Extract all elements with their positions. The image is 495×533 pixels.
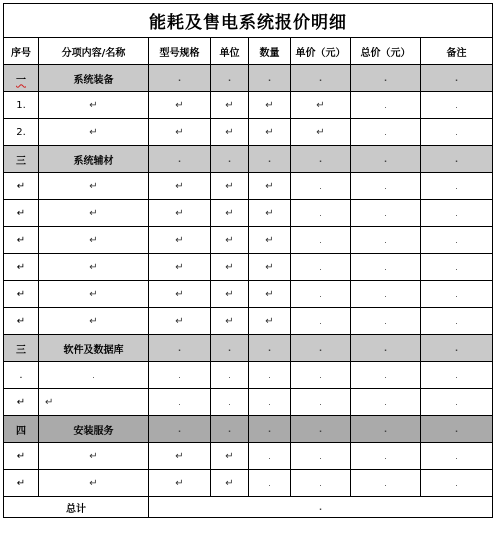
item-cell[interactable]: .	[291, 362, 351, 389]
item-index-cell[interactable]: ↵	[4, 254, 39, 281]
item-cell[interactable]: .	[211, 389, 249, 416]
section-empty-cell: .	[421, 65, 493, 92]
item-cell[interactable]: .	[291, 389, 351, 416]
header-unit: 单位	[211, 38, 249, 65]
item-cell[interactable]: ↵	[211, 308, 249, 335]
item-row	[4, 227, 493, 254]
section-empty-cell: .	[421, 335, 493, 362]
item-cell[interactable]: ↵	[249, 200, 291, 227]
item-cell[interactable]: .	[291, 200, 351, 227]
item-cell[interactable]: ↵	[211, 119, 249, 146]
item-cell[interactable]: .	[351, 119, 421, 146]
item-cell[interactable]: .	[351, 254, 421, 281]
item-row	[4, 119, 493, 146]
header-index: 序号	[4, 38, 39, 65]
item-index-cell[interactable]: ↵	[4, 308, 39, 335]
item-index-cell[interactable]: ↵	[4, 200, 39, 227]
item-cell[interactable]: .	[291, 470, 351, 497]
item-cell[interactable]: .	[421, 92, 493, 119]
item-index-cell[interactable]: ↵	[4, 443, 39, 470]
item-cell[interactable]: .	[421, 254, 493, 281]
section-row	[4, 146, 493, 173]
item-cell[interactable]: ↵	[149, 173, 211, 200]
item-row	[4, 173, 493, 200]
section-empty-cell: .	[249, 335, 291, 362]
item-index-cell[interactable]: ↵	[4, 470, 39, 497]
section-empty-cell: .	[351, 416, 421, 443]
section-empty-cell: .	[149, 416, 211, 443]
item-cell[interactable]: ↵	[39, 470, 149, 497]
item-index-cell[interactable]: ↵	[4, 389, 39, 416]
item-cell[interactable]: .	[351, 389, 421, 416]
section-empty-cell: .	[249, 146, 291, 173]
item-cell[interactable]: ↵	[149, 92, 211, 119]
item-row	[4, 470, 493, 497]
section-empty-cell: .	[351, 65, 421, 92]
item-cell[interactable]: ↵	[211, 200, 249, 227]
section-empty-cell: .	[291, 146, 351, 173]
item-cell[interactable]: ↵	[211, 92, 249, 119]
item-cell[interactable]: ↵	[249, 92, 291, 119]
section-empty-cell: .	[211, 416, 249, 443]
section-empty-cell: .	[211, 146, 249, 173]
quote-document	[3, 3, 492, 518]
section-name: 安装服务	[39, 416, 149, 443]
item-cell[interactable]: ↵	[249, 254, 291, 281]
section-index: 三	[4, 146, 39, 173]
item-cell[interactable]: ↵	[249, 119, 291, 146]
header-model-spec: 型号规格	[149, 38, 211, 65]
item-row	[4, 200, 493, 227]
item-index-cell[interactable]: ↵	[4, 227, 39, 254]
item-cell[interactable]: .	[421, 119, 493, 146]
item-cell[interactable]: .	[351, 173, 421, 200]
section-index: 一	[4, 65, 39, 92]
item-cell[interactable]: .	[421, 362, 493, 389]
item-cell[interactable]: ↵	[149, 308, 211, 335]
item-cell[interactable]: .	[249, 470, 291, 497]
item-cell[interactable]: ↵	[211, 227, 249, 254]
item-cell[interactable]: .	[291, 227, 351, 254]
item-index-cell[interactable]: ↵	[4, 281, 39, 308]
item-cell[interactable]: ↵	[39, 254, 149, 281]
item-index-cell[interactable]: ↵	[4, 173, 39, 200]
header-unit-price: 单价（元）	[291, 38, 351, 65]
item-cell[interactable]: ↵	[211, 443, 249, 470]
item-cell[interactable]: .	[249, 389, 291, 416]
item-cell[interactable]: .	[421, 470, 493, 497]
item-cell[interactable]: .	[351, 200, 421, 227]
item-cell[interactable]: ↵	[249, 281, 291, 308]
section-row	[4, 335, 493, 362]
section-empty-cell: .	[149, 335, 211, 362]
item-index-cell[interactable]: 2.	[4, 119, 39, 146]
item-cell[interactable]: ↵	[249, 308, 291, 335]
item-cell[interactable]: ↵	[249, 227, 291, 254]
item-cell[interactable]: .	[351, 308, 421, 335]
item-cell[interactable]: ↵	[149, 254, 211, 281]
item-cell[interactable]: ↵	[39, 281, 149, 308]
section-empty-cell: .	[149, 146, 211, 173]
item-row	[4, 308, 493, 335]
section-name: 系统装备	[39, 65, 149, 92]
item-cell[interactable]: .	[211, 362, 249, 389]
item-cell[interactable]: .	[149, 389, 211, 416]
item-cell[interactable]: ↵	[211, 254, 249, 281]
item-cell[interactable]: ↵	[149, 227, 211, 254]
section-empty-cell: .	[211, 335, 249, 362]
item-cell[interactable]: ↵	[249, 173, 291, 200]
section-row	[4, 416, 493, 443]
header-row	[4, 38, 493, 65]
item-cell[interactable]: ↵	[39, 173, 149, 200]
item-cell[interactable]: .	[291, 443, 351, 470]
item-row	[4, 92, 493, 119]
item-cell[interactable]: .	[351, 281, 421, 308]
item-cell[interactable]: .	[421, 200, 493, 227]
item-cell[interactable]: ↵	[291, 92, 351, 119]
section-empty-cell: .	[249, 65, 291, 92]
item-index-cell[interactable]: 1.	[4, 92, 39, 119]
item-cell[interactable]: .	[39, 362, 149, 389]
section-name: 系统辅材	[39, 146, 149, 173]
item-cell[interactable]: .	[291, 173, 351, 200]
section-empty-cell: .	[291, 335, 351, 362]
header-remarks: 备注	[421, 38, 493, 65]
section-name: 软件及数据库	[39, 335, 149, 362]
item-row	[4, 281, 493, 308]
item-cell[interactable]: .	[351, 443, 421, 470]
item-cell[interactable]: .	[351, 362, 421, 389]
item-cell[interactable]: ↵	[39, 308, 149, 335]
item-cell[interactable]: ↵	[211, 281, 249, 308]
section-empty-cell: .	[249, 416, 291, 443]
item-cell[interactable]: ↵	[39, 389, 149, 416]
item-cell[interactable]: .	[351, 470, 421, 497]
header-quantity: 数量	[249, 38, 291, 65]
item-cell[interactable]: ↵	[39, 119, 149, 146]
item-cell[interactable]: .	[249, 443, 291, 470]
total-value[interactable]: .	[149, 497, 493, 518]
item-cell[interactable]: .	[351, 92, 421, 119]
quote-table	[3, 3, 493, 518]
item-cell[interactable]: ↵	[149, 443, 211, 470]
section-empty-cell: .	[211, 65, 249, 92]
item-cell[interactable]: ↵	[211, 470, 249, 497]
item-cell[interactable]: ↵	[149, 281, 211, 308]
item-cell[interactable]: .	[421, 308, 493, 335]
section-empty-cell: .	[149, 65, 211, 92]
item-cell[interactable]: ↵	[39, 92, 149, 119]
item-cell[interactable]: .	[351, 227, 421, 254]
item-cell[interactable]: .	[421, 389, 493, 416]
item-cell[interactable]: .	[421, 173, 493, 200]
document-title: 能耗及售电系统报价明细	[4, 4, 493, 38]
section-empty-cell: .	[421, 416, 493, 443]
item-cell[interactable]: ↵	[291, 119, 351, 146]
item-cell[interactable]: .	[291, 254, 351, 281]
item-row	[4, 362, 493, 389]
item-cell[interactable]: ↵	[39, 227, 149, 254]
item-cell[interactable]: ↵	[149, 470, 211, 497]
item-cell[interactable]: .	[149, 362, 211, 389]
section-index: 四	[4, 416, 39, 443]
section-index: 三	[4, 335, 39, 362]
item-cell[interactable]: ↵	[149, 200, 211, 227]
item-cell[interactable]: .	[421, 281, 493, 308]
header-total-price: 总价（元）	[351, 38, 421, 65]
item-cell[interactable]: ↵	[149, 119, 211, 146]
item-cell[interactable]: .	[249, 362, 291, 389]
total-row	[4, 497, 493, 518]
section-empty-cell: .	[351, 146, 421, 173]
header-item-name: 分项内容/名称	[39, 38, 149, 65]
section-empty-cell: .	[291, 65, 351, 92]
item-cell[interactable]: .	[421, 443, 493, 470]
item-cell[interactable]: .	[291, 281, 351, 308]
item-row	[4, 254, 493, 281]
item-cell[interactable]: .	[421, 227, 493, 254]
item-row	[4, 443, 493, 470]
item-cell[interactable]: ↵	[39, 443, 149, 470]
section-row	[4, 65, 493, 92]
item-cell[interactable]: ↵	[39, 200, 149, 227]
section-empty-cell: .	[351, 335, 421, 362]
item-row	[4, 389, 493, 416]
item-index-cell[interactable]: .	[4, 362, 39, 389]
section-empty-cell: .	[291, 416, 351, 443]
total-label: 总计	[4, 497, 149, 518]
section-empty-cell: .	[421, 146, 493, 173]
item-cell[interactable]: .	[291, 308, 351, 335]
item-cell[interactable]: ↵	[211, 173, 249, 200]
